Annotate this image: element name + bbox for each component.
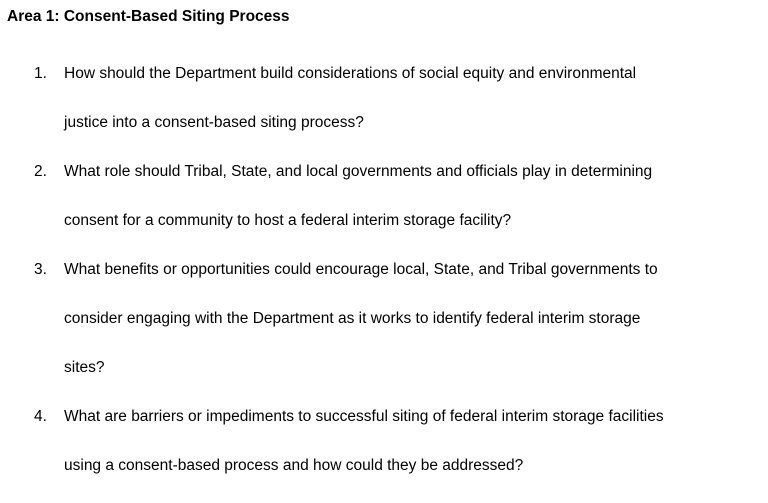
section-heading: Area 1: Consent-Based Siting Process — [7, 8, 290, 25]
question-text-line: justice into a consent-based siting process? — [64, 114, 364, 131]
question-item-4 — [0, 405, 768, 503]
question-item-1 — [0, 62, 768, 160]
question-text-line: consider engaging with the Department as it works to identify federal interim storage — [64, 310, 641, 327]
question-number: 3. — [34, 261, 47, 278]
question-number: 1. — [34, 65, 47, 82]
question-number: 4. — [34, 408, 47, 425]
question-text-line: What are barriers or impediments to successful siting of federal interim storage facilities — [64, 408, 664, 425]
question-text-line: How should the Department build considerations of social equity and environmental — [64, 65, 637, 82]
question-item-3 — [0, 258, 768, 405]
question-text-line: sites? — [64, 359, 105, 376]
question-text-line: What role should Tribal, State, and local governments and officials play in determining — [64, 163, 653, 180]
question-text-line: using a consent-based process and how could they be addressed? — [64, 457, 524, 474]
question-item-2 — [0, 160, 768, 258]
question-list — [0, 62, 768, 503]
question-text-line: What benefits or opportunities could encourage local, State, and Tribal governments to — [64, 261, 658, 278]
question-text-line: consent for a community to host a federal interim storage facility? — [64, 212, 512, 229]
question-number: 2. — [34, 163, 47, 180]
